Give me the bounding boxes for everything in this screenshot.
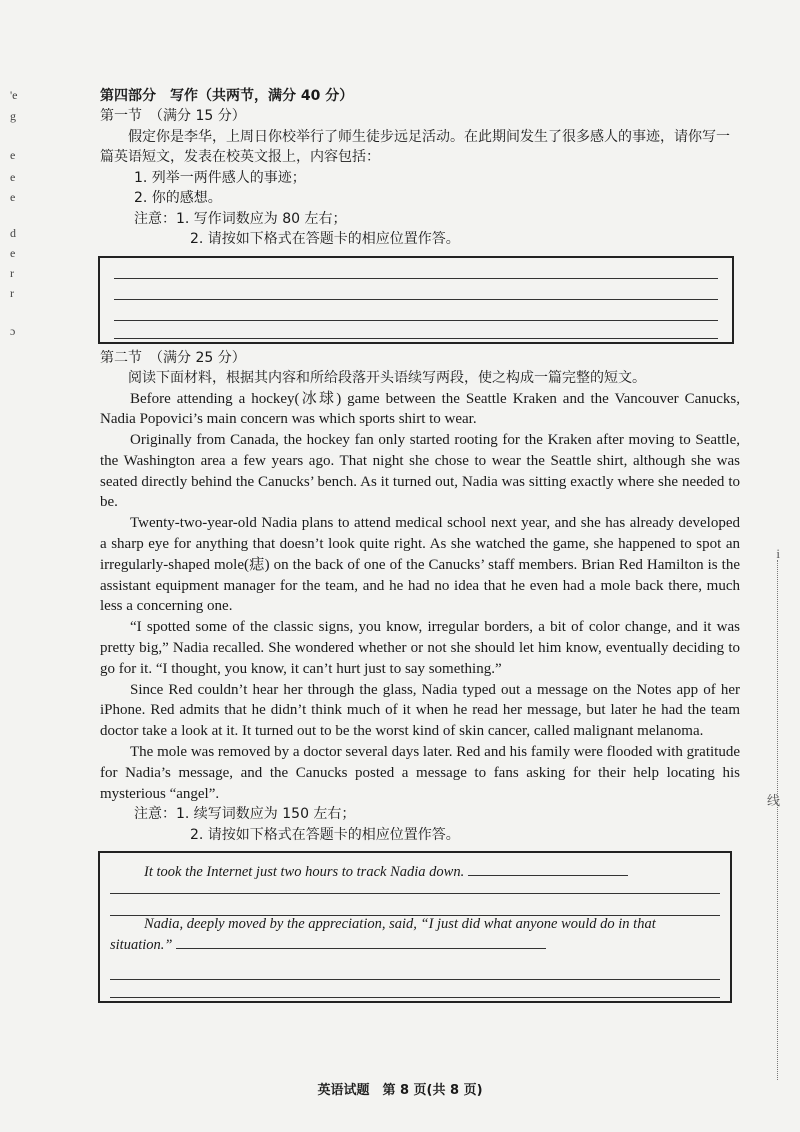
prompt-1-text: It took the Internet just two hours to track Nadia down. bbox=[144, 864, 465, 881]
prompt-2-blank bbox=[176, 948, 546, 949]
part2-answer-box bbox=[98, 851, 732, 1003]
page-footer: 英语试题 第 8 页(共 8 页) bbox=[317, 1083, 483, 1098]
passage-paragraph-2: Originally from Canada, the hockey fan only started rooting for the Kraken after moving to Seattle, the Washington area a few years ago. That night she chose to wear the Seattle shirt, although she was seated directly behind the Canucks’ bench. As it turned out, Nadia was sitting exactly where she needed to be. bbox=[100, 432, 740, 511]
part2-instruction: 阅读下面材料，根据其内容和所给段落开头语续写两段，使之构成一篇完整的短文。 bbox=[128, 370, 646, 386]
continuation-prompt-2 bbox=[110, 914, 720, 956]
edge-letter: e bbox=[10, 148, 16, 162]
part1-header: 第一节 （满分 15 分） bbox=[100, 108, 246, 124]
answer-line bbox=[110, 979, 720, 980]
part1-item-2: 2. 你的感想。 bbox=[134, 190, 222, 206]
part1-answer-box bbox=[98, 256, 734, 344]
section-title: 第四部分 写作（共两节，满分 40 分） bbox=[100, 88, 354, 104]
part1-note-1: 注意：1. 写作词数应为 80 左右； bbox=[134, 210, 347, 227]
passage-paragraph-6: The mole was removed by a doctor several days later. Red and his family were flooded with gratitude for Nadia’s message, and the Canucks posted a message to fans asking for their help locating his mysterious “angel”. bbox=[100, 744, 740, 802]
answer-line bbox=[110, 893, 720, 894]
edge-letter: d bbox=[10, 226, 16, 240]
edge-letter: r bbox=[10, 266, 14, 280]
prompt-2-text: Nadia, deeply moved by the appreciation, said, “I just did what anyone would do in that situation.” bbox=[110, 916, 656, 954]
edge-letter: r bbox=[10, 286, 14, 300]
part2-note-1: 注意：1. 续写词数应为 150 左右； bbox=[134, 806, 356, 823]
answer-line bbox=[114, 320, 718, 321]
part2-header: 第二节 （满分 25 分） bbox=[100, 349, 246, 366]
part1-note-2: 2. 请按如下格式在答题卡的相应位置作答。 bbox=[190, 231, 460, 247]
edge-letter: e bbox=[10, 190, 16, 204]
continuation-prompt-1 bbox=[110, 862, 720, 883]
edge-letter: e bbox=[10, 246, 16, 260]
answer-line bbox=[110, 997, 720, 998]
passage-paragraph-1: Before attending a hockey(冰球) game between the Seattle Kraken and the Vancouver Canucks, Nadia Popovici’s main concern was which sports shirt to wear. bbox=[100, 390, 740, 428]
part1-intro: 假定你是李华，上周日你校举行了师生徒步远足活动。在此期间发生了很多感人的事迹，请你写一篇英语短文，发表在校英文报上，内容包括： bbox=[100, 128, 730, 165]
binding-dotted-line bbox=[777, 560, 778, 1080]
answer-line bbox=[110, 915, 720, 916]
edge-letter: g bbox=[10, 109, 16, 123]
answer-line bbox=[114, 278, 718, 279]
answer-line bbox=[114, 299, 718, 300]
part2-note-2: 2. 请按如下格式在答题卡的相应位置作答。 bbox=[190, 826, 460, 843]
prompt-1-blank bbox=[468, 875, 628, 876]
passage-paragraph-4: “I spotted some of the classic signs, you know, irregular borders, a bit of color change, and it was pretty big,” Nadia recalled. She wondered whether or not she should let him know, eventually deciding to go for it. “I thought, you know, it can’t hurt just to say something.” bbox=[100, 619, 740, 677]
part1-item-1: 1. 列举一两件感人的事迹； bbox=[134, 169, 306, 186]
edge-letter: 'e bbox=[10, 88, 18, 102]
edge-letter: e bbox=[10, 170, 16, 184]
passage-paragraph-3: Twenty-two-year-old Nadia plans to attend medical school next year, and she has already developed a sharp eye for anything that doesn’t look quite right. As she watched the game, she happened to spot an irregularly-shaped mole(痣) on the back of one of the Canucks’ staff members. Brian Red Hamilton is the assistant equipment manager for the team, and he had no idea that he even had a mole back there, much less a concerning one. bbox=[100, 515, 740, 615]
edge-right-binding-mark: 线 bbox=[766, 793, 780, 808]
edge-letter: ɔ bbox=[10, 324, 16, 338]
edge-right-letter: i bbox=[776, 546, 780, 561]
answer-line bbox=[114, 338, 718, 339]
passage-paragraph-5: Since Red couldn’t hear her through the glass, Nadia typed out a message on the Notes app of her iPhone. Red admits that he didn’t think much of it when he read her message, but later he had the team doctor take a look at it. It turned out to be the worst kind of skin cancer, called malignant melanoma. bbox=[100, 681, 740, 740]
main-content bbox=[100, 86, 740, 1003]
